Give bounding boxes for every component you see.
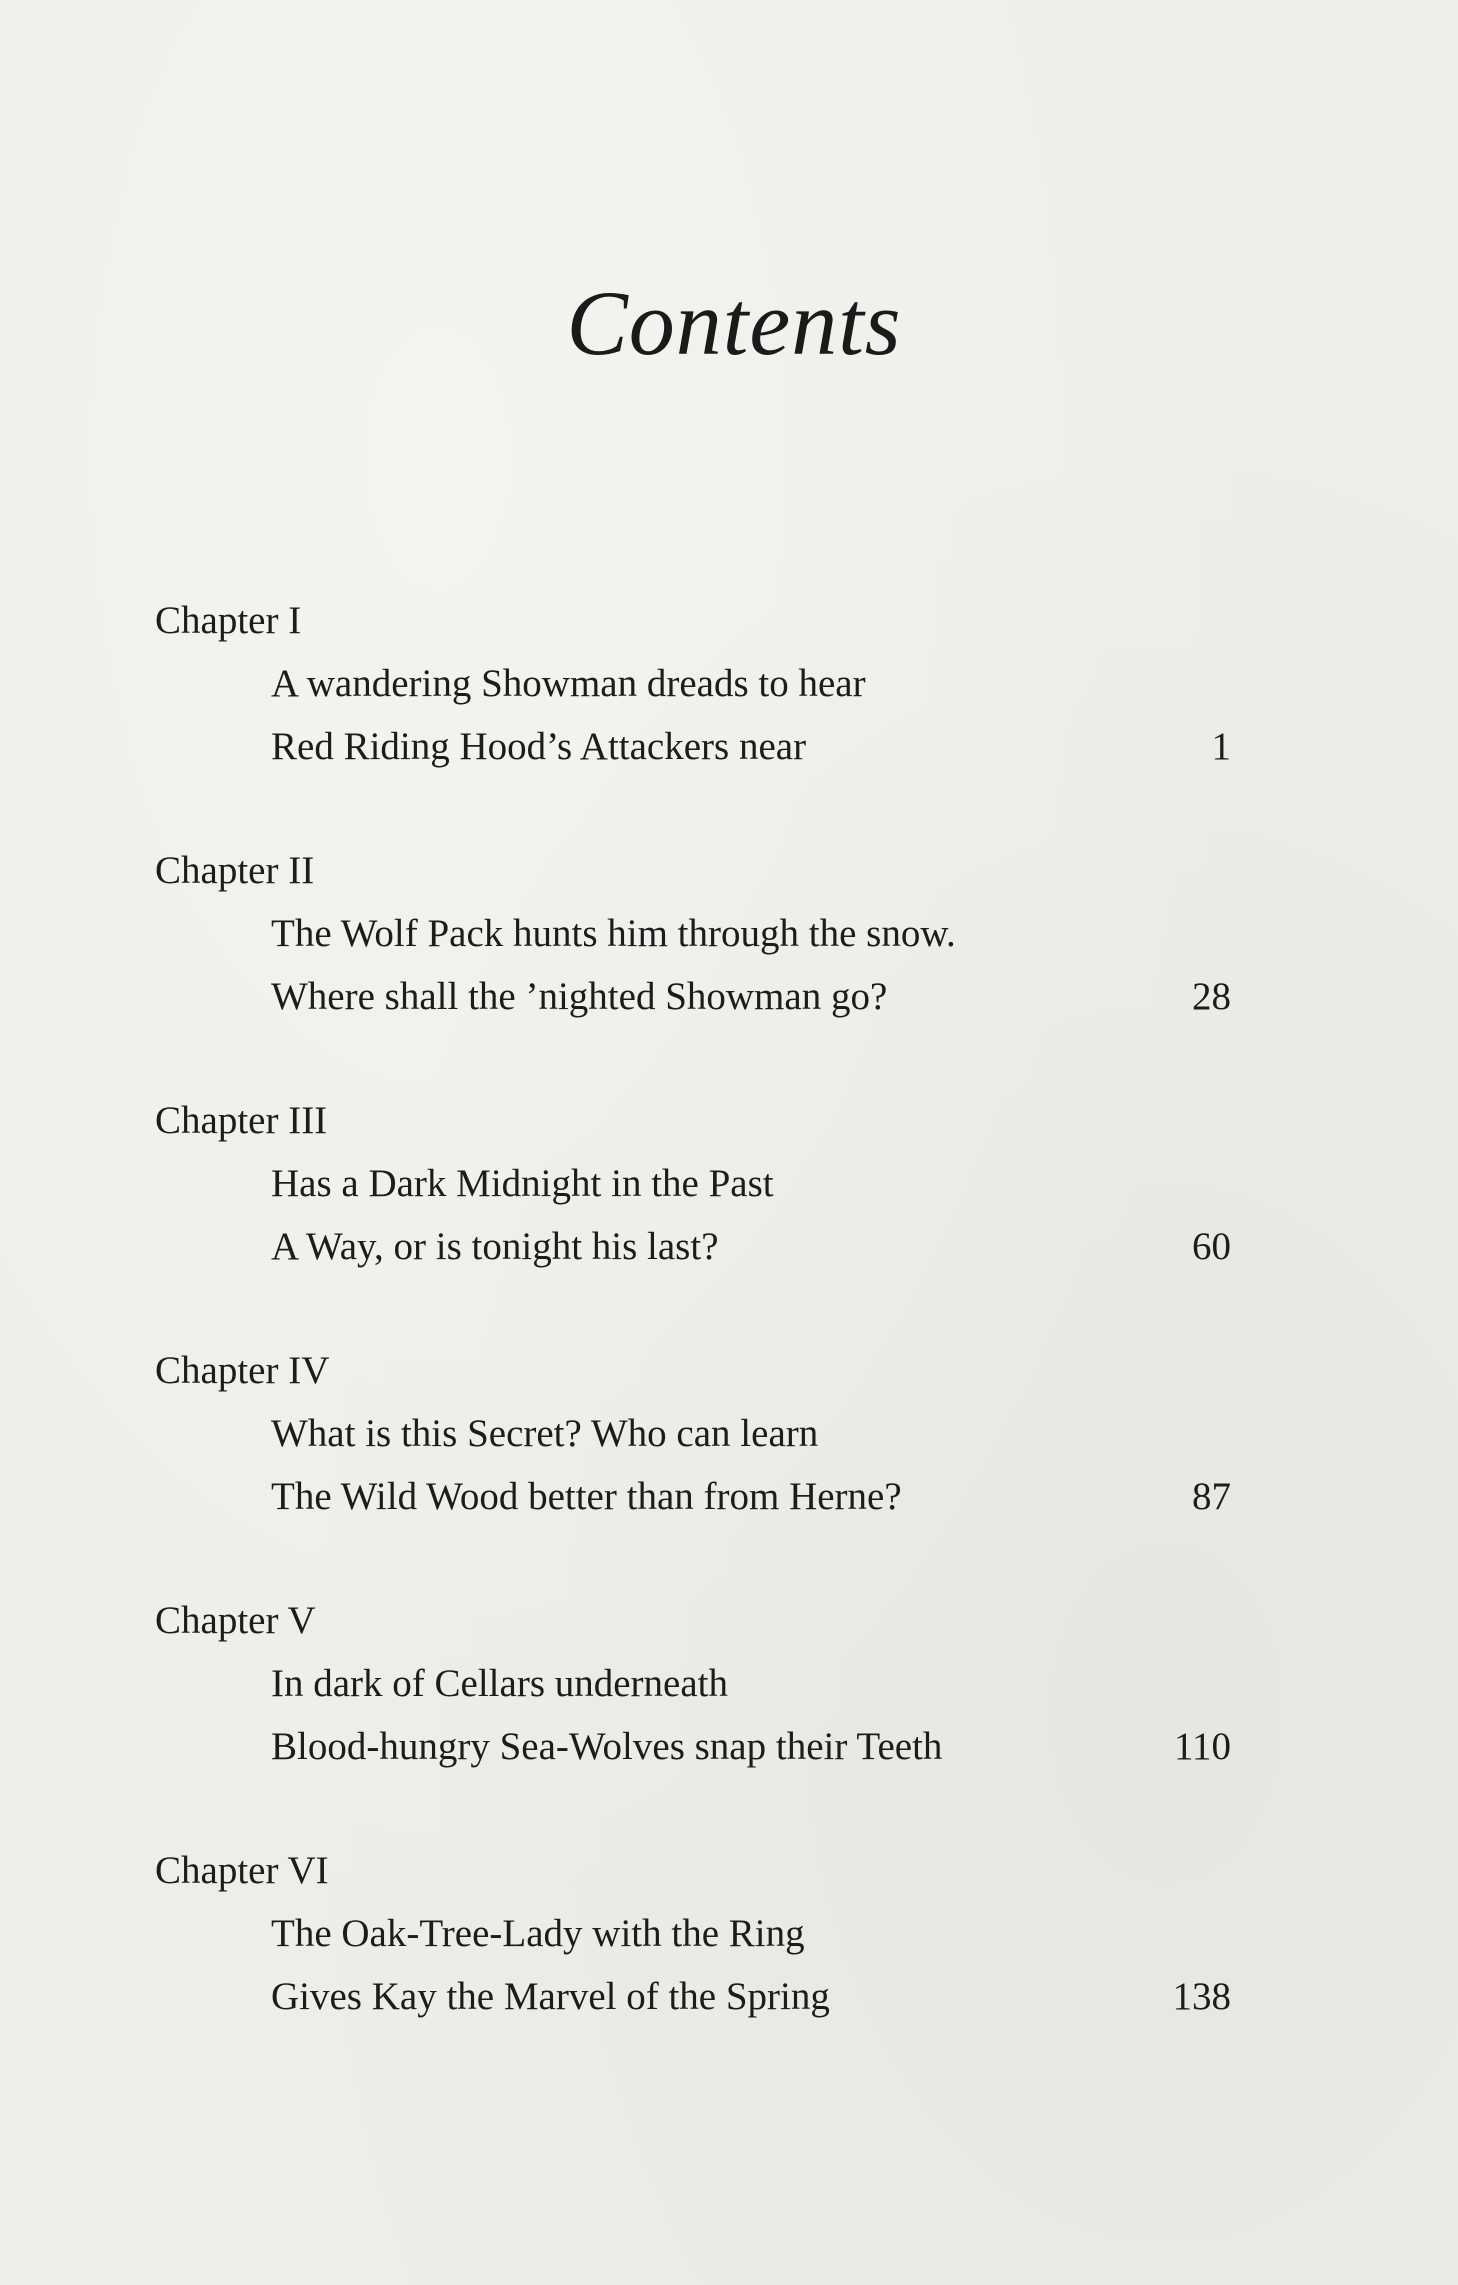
chapter-summary-line-1: Has a Dark Midnight in the Past <box>271 1162 774 1205</box>
chapter-summary-line-1: The Wolf Pack hunts him through the snow. <box>271 912 956 955</box>
page-number: 110 <box>1173 1725 1231 1768</box>
page-title: Contents <box>566 272 902 374</box>
toc-entry-chapter-1 <box>155 590 1235 840</box>
chapter-summary-line-2: Gives Kay the Marvel of the Spring <box>271 1975 830 2018</box>
chapter-summary-line-2: The Wild Wood better than from Herne? <box>271 1475 902 1518</box>
chapter-label: Chapter III <box>155 1099 328 1142</box>
chapter-summary-line-2: A Way, or is tonight his last? <box>271 1225 719 1268</box>
chapter-label: Chapter I <box>155 599 302 642</box>
toc-entry-chapter-4 <box>155 1340 1235 1590</box>
toc-entry-chapter-2 <box>155 840 1235 1090</box>
chapter-label: Chapter V <box>155 1599 316 1642</box>
page-number: 138 <box>1172 1975 1231 2018</box>
page-number: 87 <box>1192 1475 1231 1518</box>
chapter-summary-line-1: What is this Secret? Who can learn <box>271 1412 819 1455</box>
chapter-label: Chapter VI <box>155 1849 329 1892</box>
toc-entry-chapter-3 <box>155 1090 1235 1340</box>
chapter-summary-line-2: Blood-hungry Sea-Wolves snap their Teeth <box>271 1725 943 1768</box>
chapter-summary-line-1: In dark of Cellars underneath <box>271 1662 728 1705</box>
chapter-label: Chapter IV <box>155 1349 330 1392</box>
chapter-label: Chapter II <box>155 849 315 892</box>
chapter-summary-line-2: Red Riding Hood’s Attackers near <box>271 725 807 768</box>
page-number: 28 <box>1192 975 1231 1018</box>
chapter-summary-line-2: Where shall the ’nighted Showman go? <box>271 975 888 1018</box>
page-number: 1 <box>1211 725 1231 768</box>
toc-entry-chapter-6 <box>155 1840 1235 2090</box>
toc-entry-chapter-5 <box>155 1590 1235 1840</box>
table-of-contents <box>155 590 1235 2090</box>
chapter-summary-line-1: A wandering Showman dreads to hear <box>271 662 866 705</box>
page-number: 60 <box>1192 1225 1231 1268</box>
chapter-summary-line-1: The Oak-Tree-Lady with the Ring <box>271 1912 805 1955</box>
